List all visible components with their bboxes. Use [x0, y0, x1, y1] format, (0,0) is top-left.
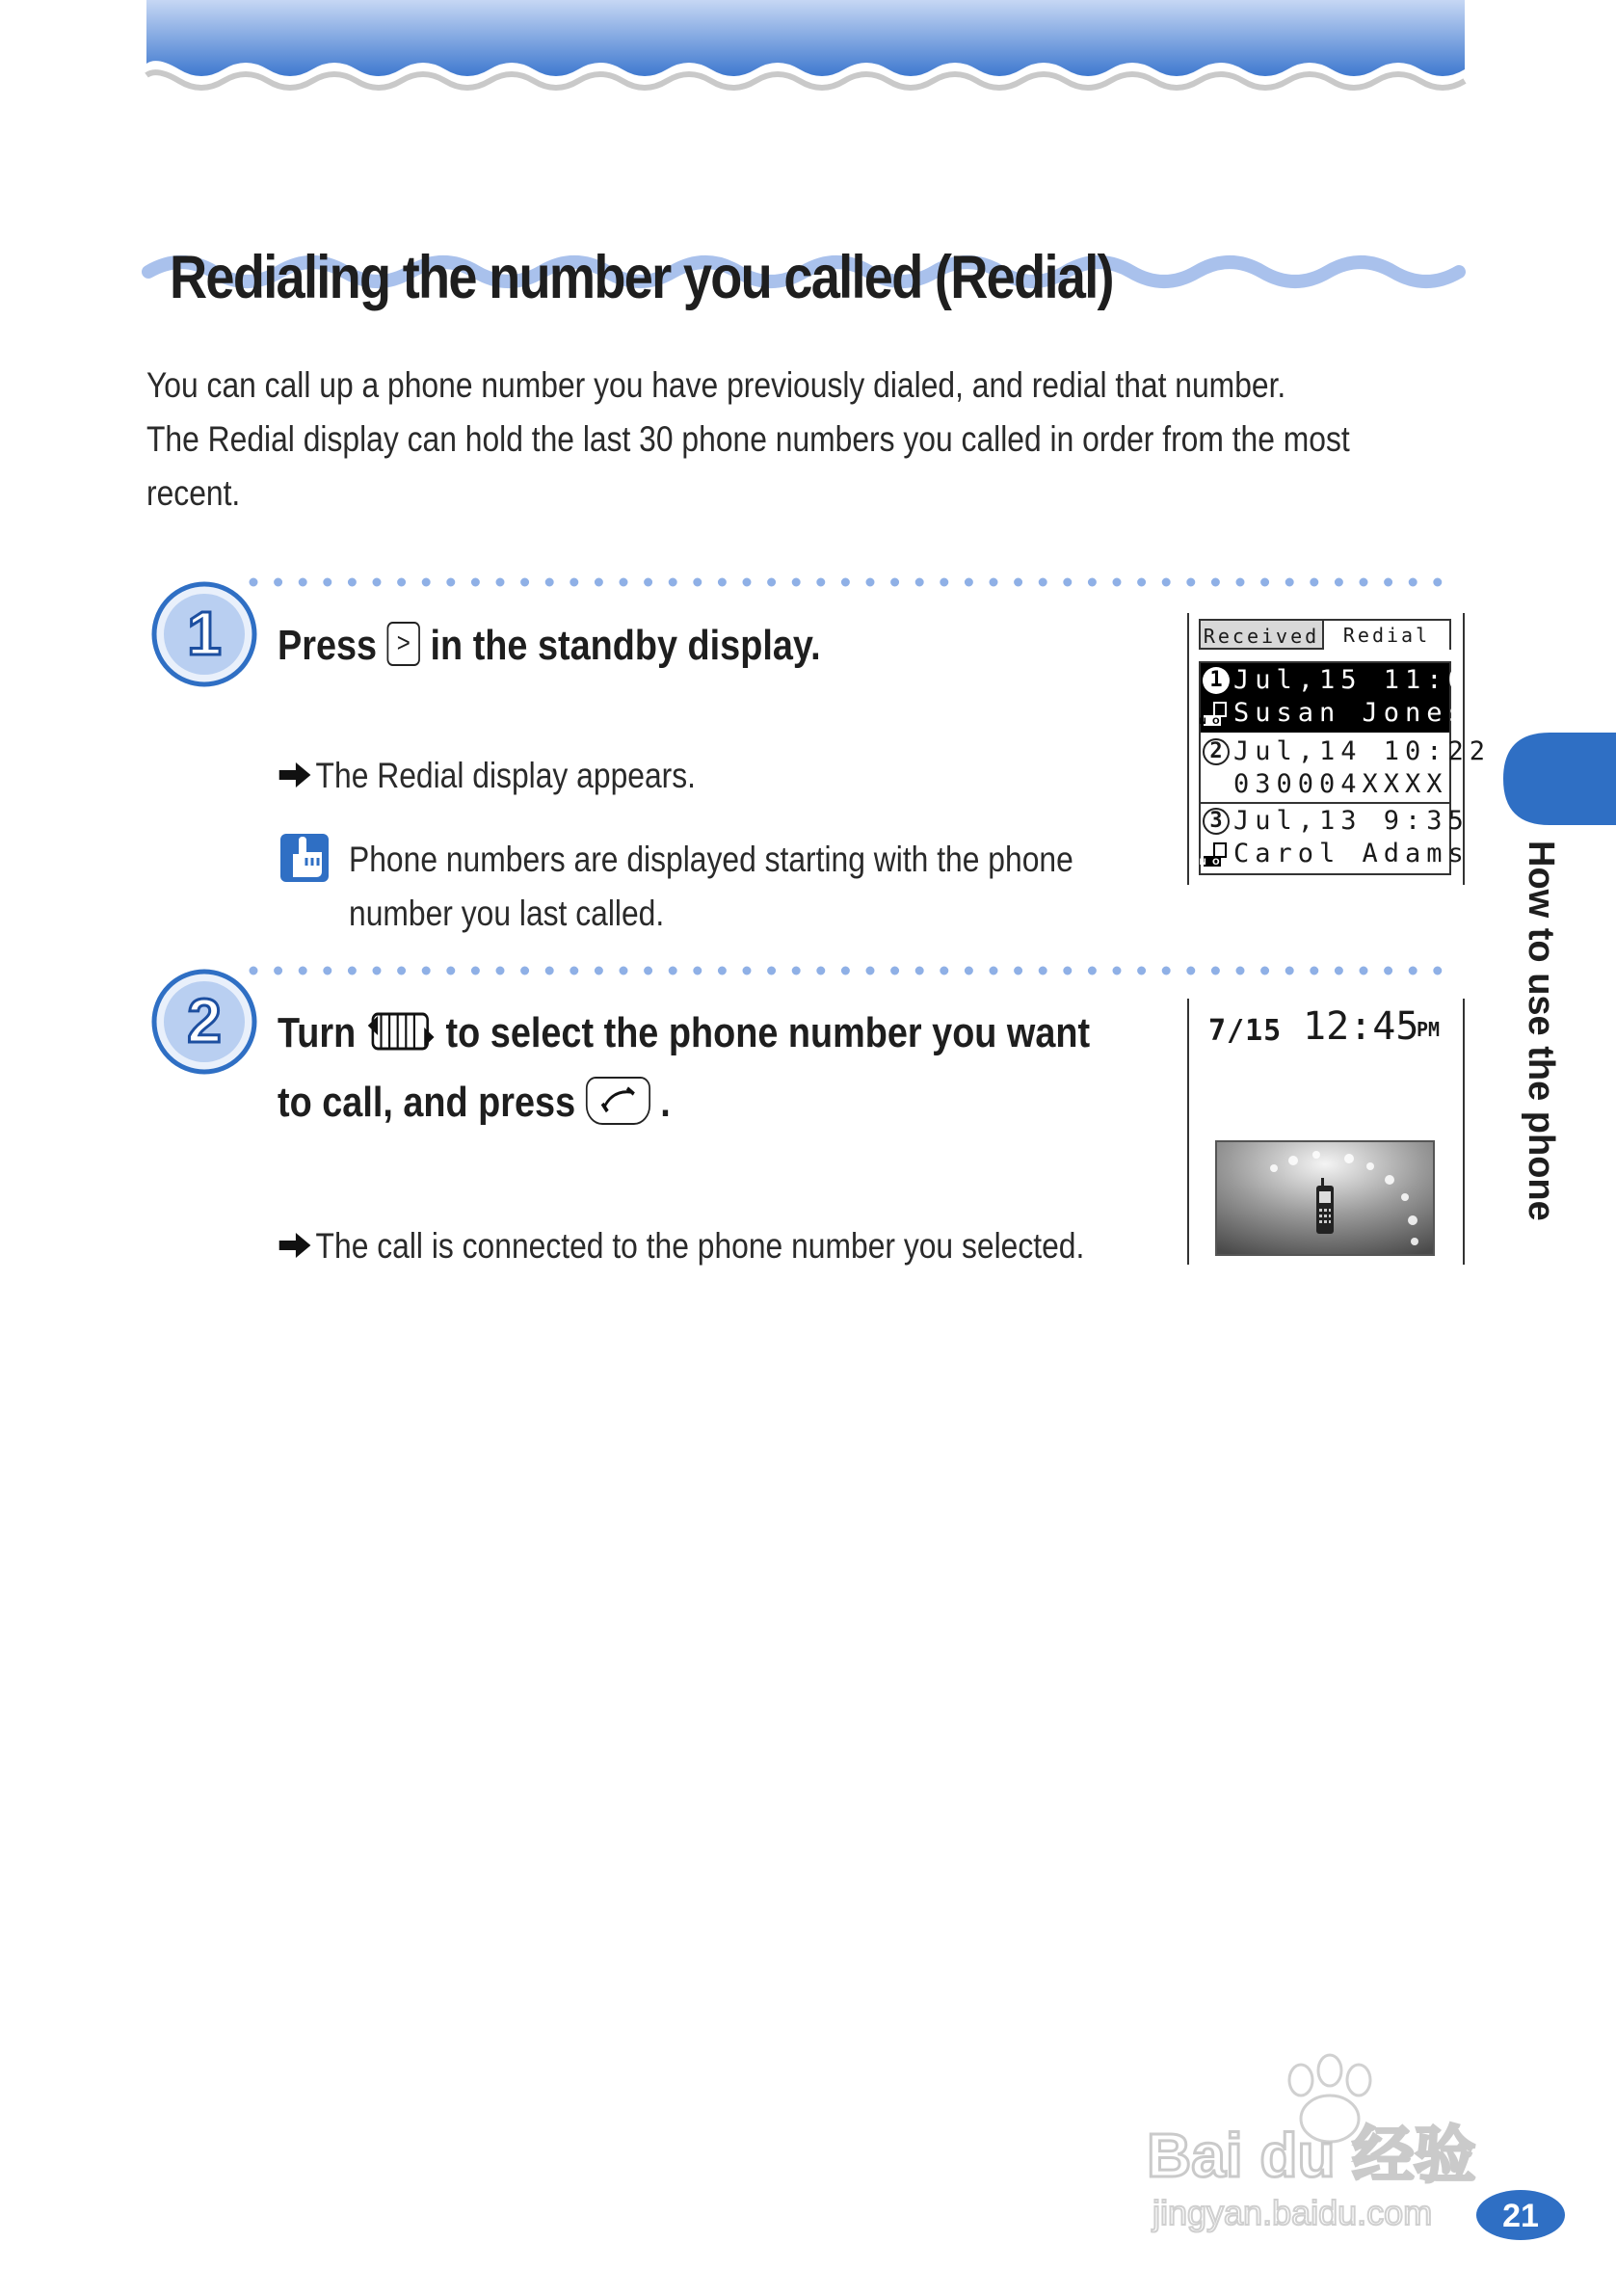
step-1-number: 1	[187, 599, 222, 668]
step-2-result	[278, 1226, 1084, 1267]
step-2-heading-line2-text: to call, and press	[278, 1079, 576, 1126]
section-side-tab	[1503, 733, 1616, 825]
step-1-note-line-1: Phone numbers are displayed starting with the phone	[349, 840, 1073, 879]
step-2-heading-line-2	[278, 1074, 671, 1132]
entry-date-3: Jul,13 9:35	[1233, 806, 1470, 836]
phonebook-icon	[1199, 702, 1230, 727]
svg-text:NO: NO	[1199, 858, 1226, 868]
entry-date-1: Jul,15 11:05	[1233, 665, 1492, 695]
step-2-heading-line-1	[278, 1004, 1090, 1062]
page-number: 21	[1502, 2198, 1539, 2234]
section-label: How to use the phone	[1521, 841, 1561, 1221]
step-1-divider	[249, 577, 1465, 587]
step-1-heading-part1: Press	[278, 622, 378, 669]
hint-hand-icon	[279, 833, 330, 883]
step-2-heading-end: .	[660, 1079, 671, 1126]
entry-name-1: Susan Jones	[1233, 698, 1470, 728]
step-1-note-line-2: number you last called.	[349, 894, 665, 933]
step-2-heading-part1: Turn	[278, 1009, 357, 1056]
standby-ampm: PM	[1417, 1018, 1441, 1041]
standby-date: 7/15	[1208, 1014, 1283, 1048]
standby-time: 12:45	[1303, 1004, 1419, 1049]
step-2-divider	[249, 966, 1465, 975]
right-arrow-icon	[278, 1231, 312, 1260]
entry-name-2: 030004XXXX	[1233, 769, 1448, 799]
tab-redial[interactable]: Redial	[1324, 619, 1451, 650]
send-key-icon	[586, 1077, 650, 1125]
step-2-heading-part2: to select the phone number you want	[445, 1009, 1091, 1056]
step-1-badge	[150, 580, 258, 688]
entry-number-1: 1	[1203, 667, 1230, 694]
step-1-heading	[278, 617, 821, 675]
page-number-badge	[1474, 2188, 1567, 2242]
tab-received[interactable]: Received	[1199, 619, 1324, 650]
standby-screen	[1187, 999, 1465, 1265]
step-2-badge	[150, 968, 258, 1076]
watermark-url: jingyan.baidu.com	[1152, 2193, 1433, 2232]
phonebook-icon	[1199, 842, 1230, 868]
redial-screen	[1187, 613, 1492, 885]
entry-name-3: Carol Adams	[1233, 839, 1470, 868]
right-key-icon	[387, 622, 420, 666]
redial-list	[1199, 661, 1492, 875]
top-banner	[146, 0, 1465, 96]
baidu-watermark	[1137, 2042, 1532, 2234]
step-1-result-text: The Redial display appears.	[315, 756, 697, 795]
right-key-label: >	[396, 627, 411, 658]
step-2-result-text: The call is connected to the phone number you selected.	[315, 1226, 1085, 1266]
redial-entry-2[interactable]	[1201, 734, 1492, 804]
jog-dial-icon	[366, 1004, 436, 1058]
entry-date-2: Jul,14 10:22	[1233, 736, 1492, 766]
step-2-number: 2	[187, 986, 222, 1055]
redial-entry-3[interactable]	[1199, 804, 1470, 873]
mobile-phone-icon	[1316, 1178, 1334, 1234]
svg-text:NO: NO	[1199, 717, 1226, 727]
entry-number-3: 3	[1203, 808, 1230, 835]
intro-line-1: You can call up a phone number you have previously dialed, and redial that number.	[146, 365, 1286, 405]
step-1-heading-part2: in the standby display.	[430, 622, 821, 669]
entry-number-2: 2	[1203, 738, 1230, 765]
intro-line-3: recent.	[146, 473, 241, 513]
redial-entry-1[interactable]	[1199, 663, 1492, 733]
page-title: Redialing the number you called (Redial)	[170, 244, 1113, 311]
intro-line-2: The Redial display can hold the last 30 phone numbers you called in order from the most	[146, 419, 1350, 459]
right-arrow-icon	[278, 761, 312, 789]
wallpaper-image	[1216, 1141, 1434, 1255]
watermark-brand: Bai du 经验	[1147, 2121, 1476, 2190]
step-1-result	[278, 756, 696, 796]
